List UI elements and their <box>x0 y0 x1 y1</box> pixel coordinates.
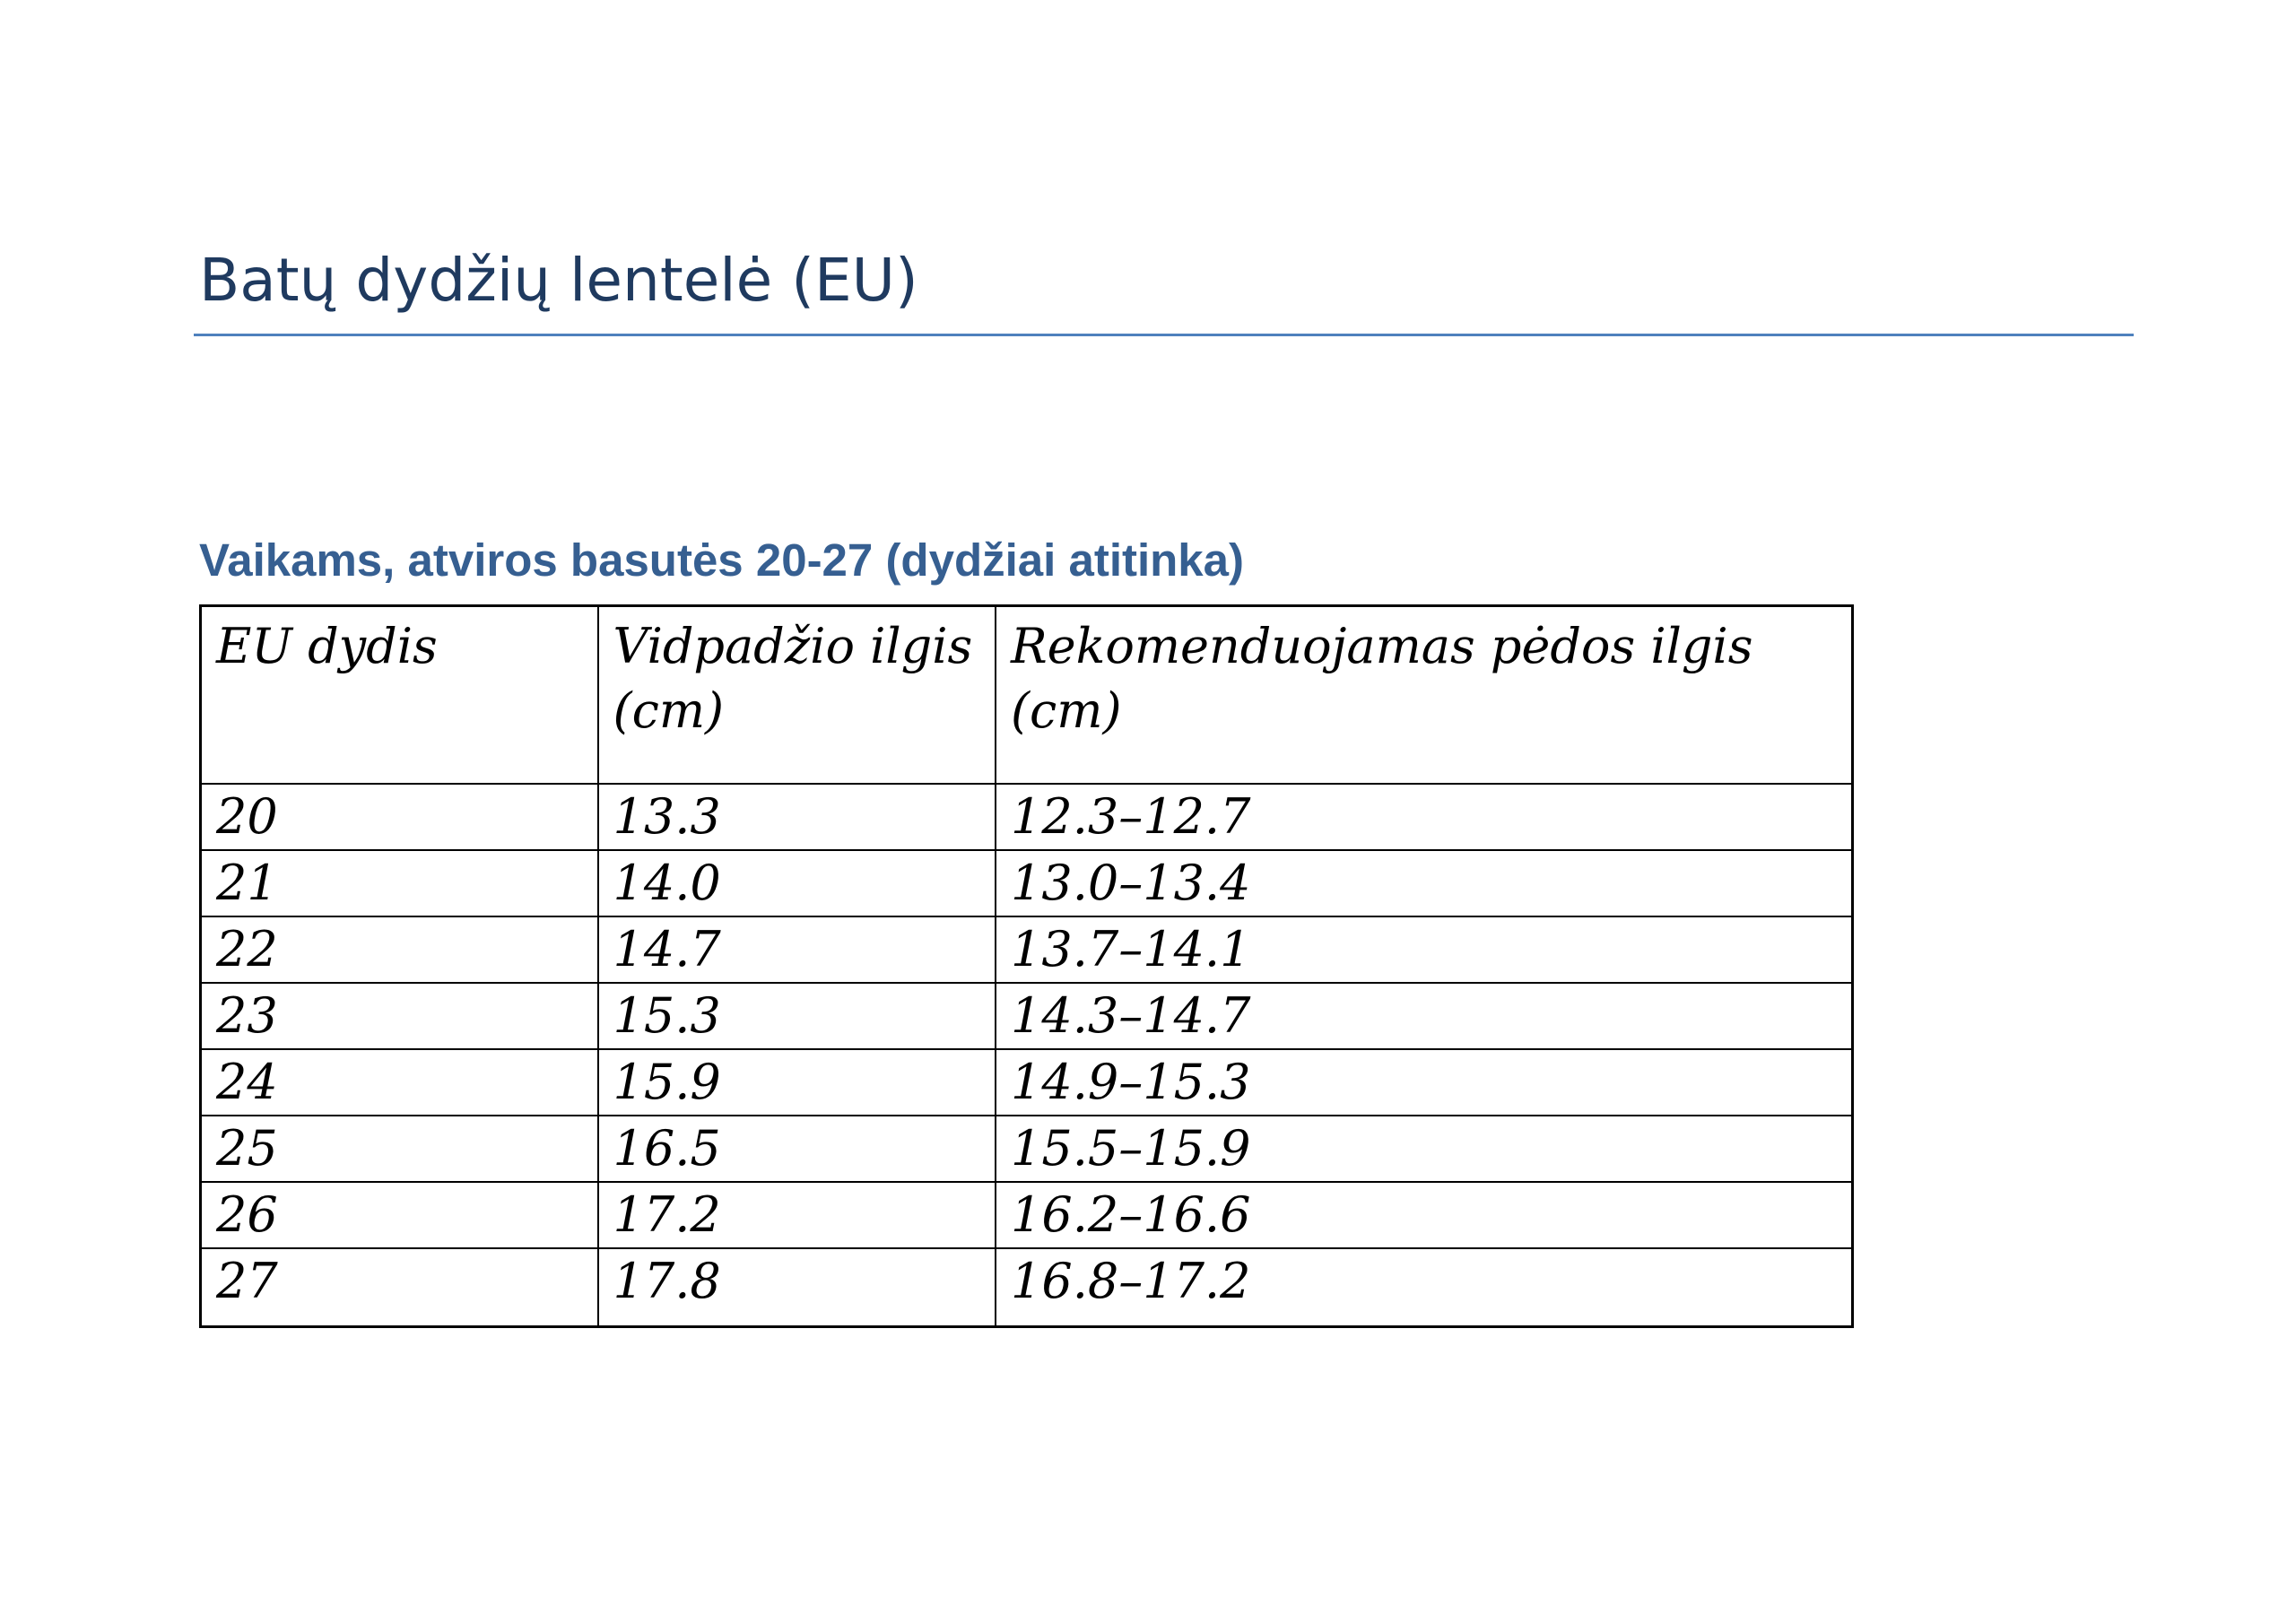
table-row <box>201 983 1853 1049</box>
table-row <box>201 1182 1853 1248</box>
cell-foot-length: 12.3–12.7 <box>996 784 1853 850</box>
cell-eu-size: 20 <box>201 784 598 850</box>
cell-foot-length: 13.0–13.4 <box>996 850 1853 916</box>
table-row <box>201 850 1853 916</box>
header-eu-size: EU dydis <box>201 606 598 784</box>
header-sole-length: Vidpadžio ilgis (cm) <box>598 606 996 784</box>
cell-sole-length: 17.2 <box>598 1182 996 1248</box>
cell-foot-length: 15.5–15.9 <box>996 1116 1853 1182</box>
cell-eu-size: 26 <box>201 1182 598 1248</box>
cell-eu-size: 23 <box>201 983 598 1049</box>
table-row <box>201 1116 1853 1182</box>
cell-sole-length: 15.3 <box>598 983 996 1049</box>
cell-eu-size: 21 <box>201 850 598 916</box>
cell-eu-size: 27 <box>201 1248 598 1327</box>
cell-sole-length: 16.5 <box>598 1116 996 1182</box>
section-heading: Vaikams, atviros basutės 20-27 (dydžiai atitinka) <box>199 534 1245 586</box>
cell-sole-length: 17.8 <box>598 1248 996 1327</box>
cell-eu-size: 24 <box>201 1049 598 1116</box>
header-recommended-foot-length: Rekomenduojamas pėdos ilgis (cm) <box>996 606 1853 784</box>
table-header-row <box>201 606 1853 784</box>
shoe-size-table <box>199 604 1854 1328</box>
table-row <box>201 1248 1853 1327</box>
cell-sole-length: 13.3 <box>598 784 996 850</box>
document-title: Batų dydžių lentelė (EU) <box>199 246 918 315</box>
cell-sole-length: 14.7 <box>598 916 996 983</box>
table-row <box>201 916 1853 983</box>
cell-sole-length: 14.0 <box>598 850 996 916</box>
cell-foot-length: 16.8–17.2 <box>996 1248 1853 1327</box>
cell-foot-length: 14.3–14.7 <box>996 983 1853 1049</box>
cell-foot-length: 16.2–16.6 <box>996 1182 1853 1248</box>
table-row <box>201 1049 1853 1116</box>
title-underline-rule <box>194 334 2134 336</box>
table-row <box>201 784 1853 850</box>
cell-eu-size: 25 <box>201 1116 598 1182</box>
cell-foot-length: 14.9–15.3 <box>996 1049 1853 1116</box>
cell-eu-size: 22 <box>201 916 598 983</box>
cell-foot-length: 13.7–14.1 <box>996 916 1853 983</box>
cell-sole-length: 15.9 <box>598 1049 996 1116</box>
